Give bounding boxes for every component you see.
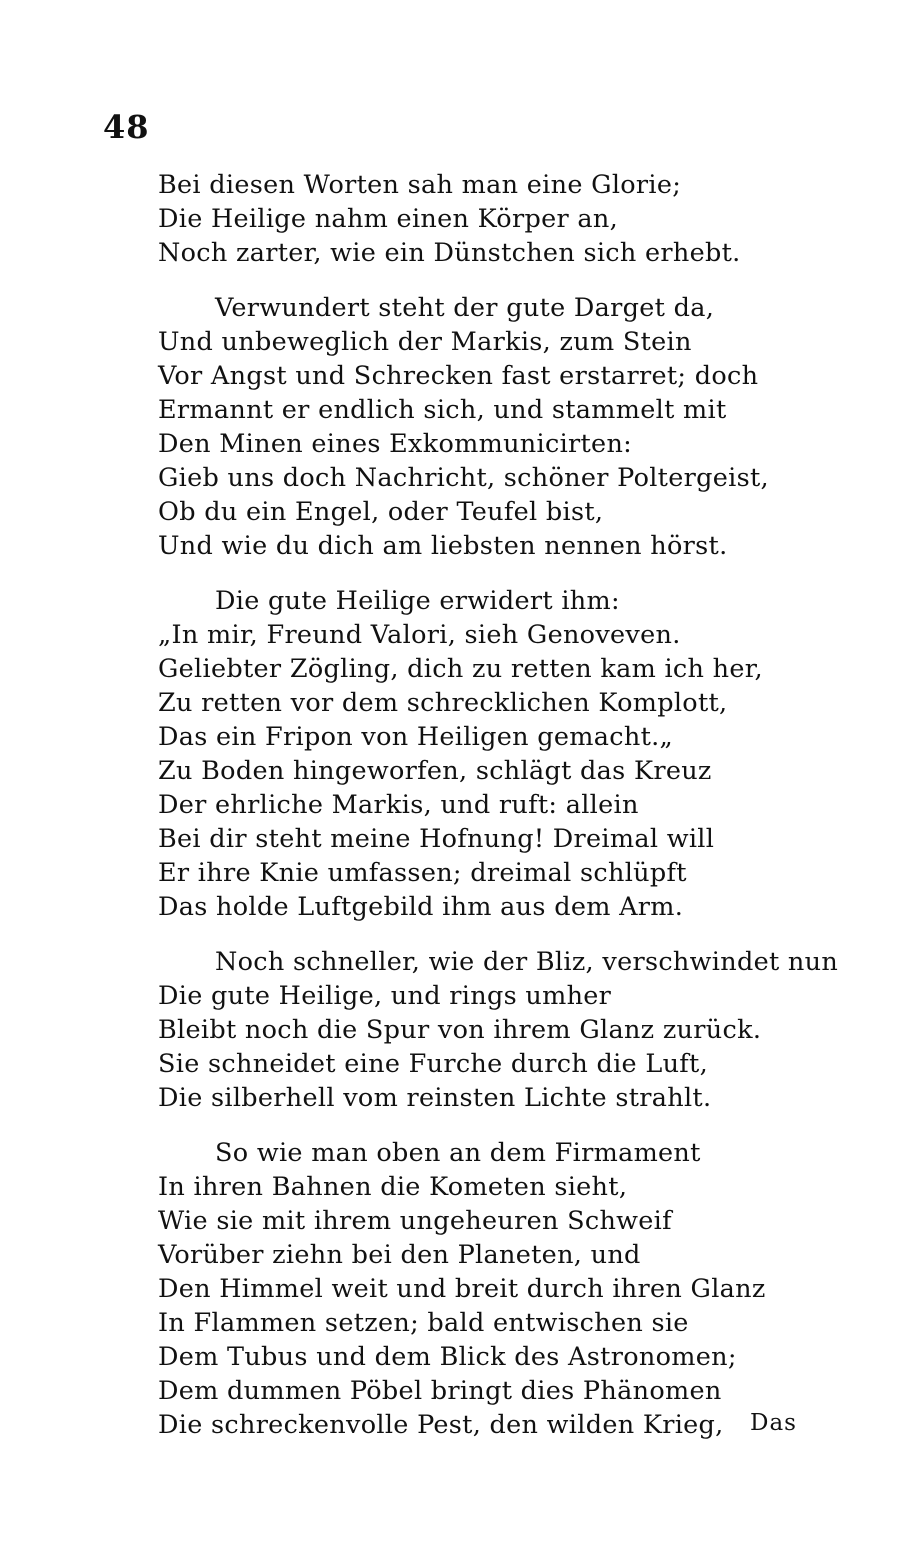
verse-line: Ob du ein Engel, oder Teufel bist, xyxy=(158,497,604,527)
verse-line: Die schreckenvolle Pest, den wilden Krieg, xyxy=(158,1410,724,1440)
verse-line: Ermannt er endlich sich, und stammelt mit xyxy=(158,395,727,425)
verse-line: Die Heilige nahm einen Körper an, xyxy=(158,204,618,234)
verse-line: Zu retten vor dem schrecklichen Komplott, xyxy=(158,688,728,718)
verse-line: Den Minen eines Exkommunicirten: xyxy=(158,429,633,459)
verse-line: Der ehrliche Markis, und ruft: allein xyxy=(158,790,639,820)
verse-line: Die silberhell vom reinsten Lichte strahlt. xyxy=(158,1083,712,1113)
stanza-gap xyxy=(158,563,848,584)
verse-line: Noch schneller, wie der Bliz, verschwindet nun xyxy=(215,947,839,977)
stanza-3 xyxy=(158,584,848,924)
poem-text xyxy=(158,168,848,1442)
verse-line: Das ein Fripon von Heiligen gemacht.„ xyxy=(158,722,674,752)
verse-line: Die gute Heilige erwidert ihm: xyxy=(215,586,620,616)
verse-line: Wie sie mit ihrem ungeheuren Schweif xyxy=(158,1206,672,1236)
verse-line: Bleibt noch die Spur von ihrem Glanz zurück. xyxy=(158,1015,762,1045)
verse-line: Noch zarter, wie ein Dünstchen sich erhebt. xyxy=(158,238,741,268)
verse-line: Dem Tubus und dem Blick des Astronomen; xyxy=(158,1342,737,1372)
verse-line: Das holde Luftgebild ihm aus dem Arm. xyxy=(158,892,684,922)
verse-line: So wie man oben an dem Firmament xyxy=(215,1138,701,1168)
verse-line: Er ihre Knie umfassen; dreimal schlüpft xyxy=(158,858,687,888)
verse-line: Dem dummen Pöbel bringt dies Phänomen xyxy=(158,1376,722,1406)
stanza-5 xyxy=(158,1136,848,1442)
catchword: Das xyxy=(750,1410,797,1436)
verse-line: Geliebter Zögling, dich zu retten kam ich her, xyxy=(158,654,763,684)
verse-line: „In mir, Freund Valori, sieh Genoveven. xyxy=(158,620,681,650)
page-number: 48 xyxy=(103,108,150,146)
verse-line: Und wie du dich am liebsten nennen hörst. xyxy=(158,531,728,561)
verse-line: Vorüber ziehn bei den Planeten, und xyxy=(158,1240,641,1270)
verse-line: Und unbeweglich der Markis, zum Stein xyxy=(158,327,692,357)
verse-line: Gieb uns doch Nachricht, schöner Poltergeist, xyxy=(158,463,769,493)
verse-line: Zu Boden hingeworfen, schlägt das Kreuz xyxy=(158,756,712,786)
stanza-1 xyxy=(158,168,848,270)
stanza-2 xyxy=(158,291,848,563)
stanza-gap xyxy=(158,1115,848,1136)
verse-line: Sie schneidet eine Furche durch die Luft, xyxy=(158,1049,708,1079)
verse-line: Bei dir steht meine Hofnung! Dreimal will xyxy=(158,824,715,854)
verse-line: Die gute Heilige, und rings umher xyxy=(158,981,612,1011)
verse-line: Bei diesen Worten sah man eine Glorie; xyxy=(158,170,682,200)
verse-line: Verwundert steht der gute Darget da, xyxy=(215,293,715,323)
verse-line: Den Himmel weit und breit durch ihren Glanz xyxy=(158,1274,766,1304)
verse-line: In Flammen setzen; bald entwischen sie xyxy=(158,1308,689,1338)
stanza-4 xyxy=(158,945,848,1115)
stanza-gap xyxy=(158,270,848,291)
verse-line: In ihren Bahnen die Kometen sieht, xyxy=(158,1172,628,1202)
verse-line: Vor Angst und Schrecken fast erstarret; doch xyxy=(158,361,759,391)
stanza-gap xyxy=(158,924,848,945)
